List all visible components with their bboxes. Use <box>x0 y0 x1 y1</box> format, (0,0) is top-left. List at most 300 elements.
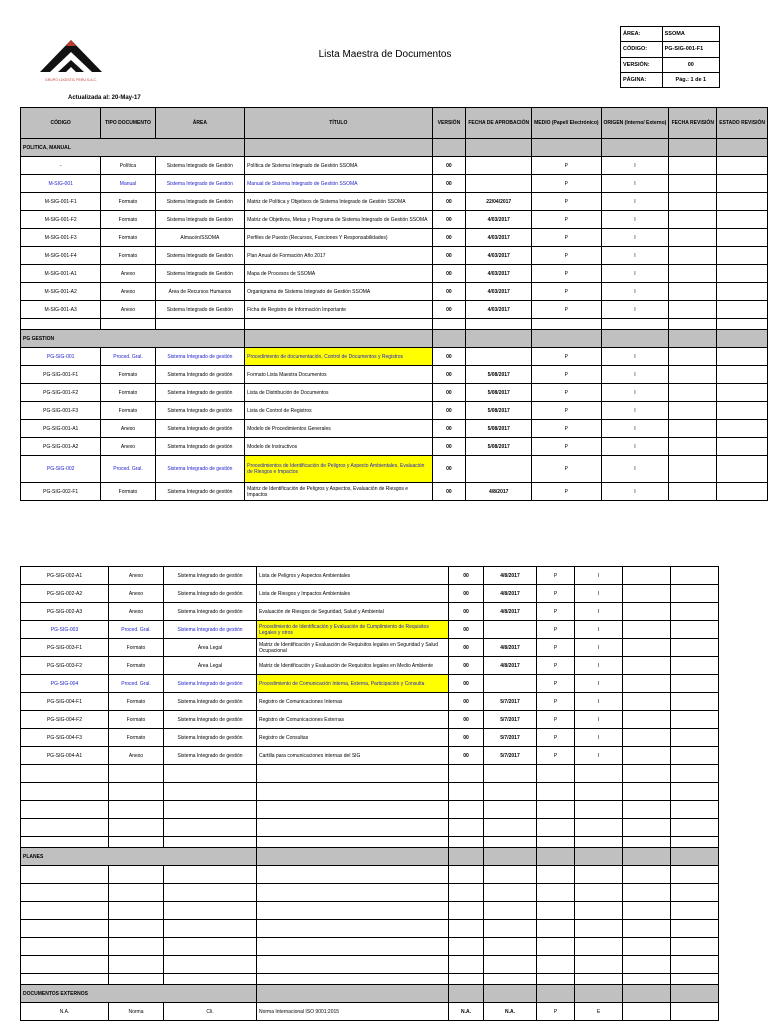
cell-doc-type: Proced. Gral. <box>109 621 164 639</box>
table-row <box>21 747 719 765</box>
cell-title <box>257 920 449 938</box>
cell-title: Matriz de Objetivos, Metas y Programa de Sistema Integrado de Gestión SSOMA <box>245 211 432 229</box>
table-row <box>21 438 768 456</box>
section-cell <box>669 330 717 348</box>
cell-review-date <box>623 729 671 747</box>
cell-origin: I <box>601 348 669 366</box>
cell-review-date <box>623 1003 671 1021</box>
cell-doc-type <box>109 938 164 956</box>
cell-doc-type: Política <box>101 157 155 175</box>
cell-area: Sistema Integrado de Gestión <box>155 301 244 319</box>
cell-approval-date: 5/08/2017 <box>466 438 532 456</box>
cell-version <box>432 319 466 330</box>
section-title: DOCUMENTOS EXTERNOS <box>21 985 257 1003</box>
cell-review-status <box>717 348 768 366</box>
cell-doc-type: Formato <box>109 657 164 675</box>
cell-doc-type: Anexo <box>109 585 164 603</box>
cell-version: 00 <box>432 175 466 193</box>
table-row <box>21 384 768 402</box>
table-row <box>21 483 768 501</box>
cell-review-date <box>669 384 717 402</box>
cell-approval-date <box>484 884 537 902</box>
cell-review-status <box>717 366 768 384</box>
logo-text: GRUPO LOGISTIC PERU S.A.C. <box>45 78 97 82</box>
cell-review-date <box>623 801 671 819</box>
cell-version: 00 <box>449 711 484 729</box>
cell-medium <box>532 319 601 330</box>
company-logo <box>36 36 106 84</box>
cell-origin <box>575 884 623 902</box>
cell-doc-type: Formato <box>101 402 155 420</box>
cell-area <box>164 902 257 920</box>
cell-doc-type: Proced. Gral. <box>101 348 155 366</box>
table-row <box>21 567 719 585</box>
cell-review-date <box>623 837 671 848</box>
cell-approval-date: 5/7/2017 <box>484 747 537 765</box>
cell-review-date <box>669 265 717 283</box>
cell-review-status <box>671 1003 719 1021</box>
blank-row <box>21 938 719 956</box>
cell-review-date <box>669 456 717 483</box>
cell-approval-date: 5/7/2017 <box>484 693 537 711</box>
section-cell <box>257 985 449 1003</box>
cell-origin <box>575 974 623 985</box>
cell-approval-date <box>484 956 537 974</box>
cell-origin: I <box>601 420 669 438</box>
cell-title <box>257 974 449 985</box>
cell-review-status <box>717 384 768 402</box>
cell-version: 00 <box>449 657 484 675</box>
cell-version <box>449 837 484 848</box>
cell-review-status <box>671 783 719 801</box>
cell-medium: P <box>532 229 601 247</box>
cell-version: 00 <box>449 747 484 765</box>
meta-value: Pág.: 1 de 1 <box>662 72 719 87</box>
cell-doc-type: Manual <box>101 175 155 193</box>
cell-code: M-SIG-001-A1 <box>21 265 101 283</box>
cell-doc-type <box>109 866 164 884</box>
column-header-doc-type: TIPO DOCUMENTO <box>101 108 155 139</box>
cell-origin: I <box>575 675 623 693</box>
section-cell <box>669 139 717 157</box>
cell-doc-type: Formato <box>109 711 164 729</box>
cell-area: Sistema Integrado de gestión <box>155 402 244 420</box>
cell-review-date <box>623 956 671 974</box>
cell-title: Formato Lista Maestra Documentos <box>245 366 432 384</box>
cell-approval-date: 4/8/2017 <box>484 603 537 621</box>
cell-code <box>21 902 109 920</box>
section-row <box>21 848 719 866</box>
cell-review-status <box>671 920 719 938</box>
cell-review-status <box>671 693 719 711</box>
cell-review-status <box>671 747 719 765</box>
cell-review-date <box>669 157 717 175</box>
section-cell <box>449 848 484 866</box>
cell-doc-type: Formato <box>109 639 164 657</box>
cell-medium <box>537 920 575 938</box>
cell-doc-type: Formato <box>101 193 155 211</box>
cell-review-status <box>717 301 768 319</box>
cell-doc-type <box>109 920 164 938</box>
meta-row <box>621 72 720 87</box>
cell-medium: P <box>532 420 601 438</box>
cell-title: Matriz de Política y Objetivos de Sistema Integrado de Gestión SSOMA <box>245 193 432 211</box>
cell-title <box>257 866 449 884</box>
cell-doc-type: Anexo <box>101 438 155 456</box>
cell-doc-type: Norma <box>109 1003 164 1021</box>
column-header-area: ÁREA <box>155 108 244 139</box>
cell-area <box>164 783 257 801</box>
cell-code <box>21 783 109 801</box>
cell-review-status <box>671 657 719 675</box>
cell-area: Sistema Integrado de Gestión <box>155 247 244 265</box>
cell-code <box>21 319 101 330</box>
cell-area: Sistema Integrado de gestión <box>164 621 257 639</box>
cell-code: PG-SIG-001-F1 <box>21 366 101 384</box>
cell-version <box>449 765 484 783</box>
cell-version: 00 <box>449 675 484 693</box>
cell-origin: I <box>601 366 669 384</box>
cell-code: N.A. <box>21 1003 109 1021</box>
cell-title: Matriz de Identificación y Evaluación de Requisitos legales en Medio Ambiente <box>257 657 449 675</box>
cell-medium: P <box>537 621 575 639</box>
cell-medium: P <box>532 384 601 402</box>
cell-area: Sistema Integrado de Gestión <box>155 265 244 283</box>
cell-code: M-SIG-001-A2 <box>21 283 101 301</box>
cell-version: 00 <box>432 301 466 319</box>
cell-review-date <box>669 348 717 366</box>
cell-origin: I <box>575 711 623 729</box>
cell-review-date <box>623 711 671 729</box>
document-list-table-1 <box>20 107 768 501</box>
cell-doc-type: Anexo <box>109 603 164 621</box>
cell-area <box>164 884 257 902</box>
cell-review-status <box>671 765 719 783</box>
cell-version: 00 <box>449 621 484 639</box>
cell-origin <box>575 938 623 956</box>
cell-title: Lista de Control de Registros <box>245 402 432 420</box>
cell-medium: P <box>537 1003 575 1021</box>
cell-medium: P <box>537 711 575 729</box>
cell-review-status <box>717 175 768 193</box>
cell-review-date <box>623 585 671 603</box>
section-row <box>21 330 768 348</box>
cell-area: Sistema Integrado de Gestión <box>155 211 244 229</box>
cell-review-date <box>669 438 717 456</box>
cell-version <box>449 783 484 801</box>
cell-medium: P <box>532 483 601 501</box>
cell-review-date <box>623 657 671 675</box>
blank-row <box>21 819 719 837</box>
cell-review-date <box>669 283 717 301</box>
cell-version: 00 <box>449 603 484 621</box>
meta-label: PÁGINA: <box>621 72 663 87</box>
cell-doc-type: Formato <box>101 247 155 265</box>
cell-approval-date <box>484 675 537 693</box>
cell-area: Sistema Integrado de Gestión <box>155 157 244 175</box>
cell-code: PG-SIG-001-F2 <box>21 384 101 402</box>
cell-approval-date <box>484 819 537 837</box>
cell-medium <box>537 837 575 848</box>
cell-version <box>449 920 484 938</box>
cell-medium <box>537 902 575 920</box>
cell-title: Mapa de Procesos de SSOMA <box>245 265 432 283</box>
cell-approval-date <box>466 175 532 193</box>
cell-origin: I <box>601 175 669 193</box>
cell-code: PG-SIG-001-A1 <box>21 420 101 438</box>
cell-review-date <box>669 175 717 193</box>
cell-medium <box>537 866 575 884</box>
cell-doc-type: Anexo <box>101 265 155 283</box>
blank-row <box>21 765 719 783</box>
cell-review-status <box>717 157 768 175</box>
cell-doc-type: Formato <box>109 693 164 711</box>
cell-code: PG-SIG-004-A1 <box>21 747 109 765</box>
table-row <box>21 247 768 265</box>
blank-row <box>21 974 719 985</box>
cell-area <box>155 319 244 330</box>
cell-code: PG-SIG-001-F3 <box>21 402 101 420</box>
cell-approval-date <box>466 319 532 330</box>
cell-code <box>21 837 109 848</box>
section-cell <box>575 848 623 866</box>
cell-medium: P <box>537 639 575 657</box>
cell-version: 00 <box>432 366 466 384</box>
cell-approval-date: 4/03/2017 <box>466 301 532 319</box>
cell-version <box>449 866 484 884</box>
cell-review-date <box>623 747 671 765</box>
cell-code: PG-SIG-004 <box>21 675 109 693</box>
cell-title <box>257 902 449 920</box>
cell-review-date <box>669 366 717 384</box>
cell-area: Sistema Integrado de gestión <box>164 603 257 621</box>
cell-title: Procedimientos de Identificación de Peligros y Aspecto Ambientales, Evaluación de Riesgos e Impactos <box>245 456 432 483</box>
cell-review-status <box>671 866 719 884</box>
cell-area: Cli. <box>164 1003 257 1021</box>
cell-doc-type <box>109 765 164 783</box>
column-header-approval-date: FECHA DE APROBACIÓN <box>466 108 532 139</box>
cell-approval-date: 4/03/2017 <box>466 247 532 265</box>
cell-origin: I <box>601 157 669 175</box>
meta-value: 00 <box>662 57 719 72</box>
table-row <box>21 175 768 193</box>
cell-review-date <box>669 229 717 247</box>
cell-approval-date <box>484 801 537 819</box>
cell-code: PG-SIG-001 <box>21 348 101 366</box>
section-cell <box>484 848 537 866</box>
updated-date: Actualizada al: 20-May-17 <box>68 95 141 101</box>
cell-title <box>257 884 449 902</box>
cell-review-status <box>717 483 768 501</box>
cell-area: Sistema Integrado de gestión <box>155 366 244 384</box>
cell-doc-type <box>109 956 164 974</box>
cell-area <box>164 938 257 956</box>
cell-review-status <box>671 938 719 956</box>
cell-review-status <box>717 402 768 420</box>
cell-title: Procedimiento de documentación, Control de Documentos y Registros <box>245 348 432 366</box>
cell-origin: I <box>575 657 623 675</box>
cell-code: M-SIG-001 <box>21 175 101 193</box>
cell-review-date <box>623 902 671 920</box>
cell-approval-date: 5/7/2017 <box>484 729 537 747</box>
column-header-version: VERSIÓN <box>432 108 466 139</box>
cell-title: Ficha de Registro de Información Importante <box>245 301 432 319</box>
cell-area: Sistema Integrado de gestión <box>164 693 257 711</box>
cell-approval-date: 5/7/2017 <box>484 711 537 729</box>
cell-version: 00 <box>432 438 466 456</box>
section-cell <box>601 139 669 157</box>
cell-code: PG-SIG-003-F1 <box>21 639 109 657</box>
cell-doc-type: Formato <box>101 483 155 501</box>
cell-origin: I <box>575 567 623 585</box>
cell-review-status <box>671 902 719 920</box>
section-cell <box>671 985 719 1003</box>
cell-title: Procedimiento de Comunicación Interna, Externa, Participación y Consulta <box>257 675 449 693</box>
cell-medium: P <box>532 456 601 483</box>
cell-doc-type: Formato <box>101 366 155 384</box>
section-cell <box>575 985 623 1003</box>
meta-row <box>621 57 720 72</box>
cell-review-date <box>669 402 717 420</box>
cell-code: PG-SIG-004-F1 <box>21 693 109 711</box>
cell-version: 00 <box>432 402 466 420</box>
section-cell <box>537 985 575 1003</box>
cell-origin: I <box>575 621 623 639</box>
cell-medium <box>537 956 575 974</box>
cell-review-status <box>671 884 719 902</box>
column-header-title: TÍTULO <box>245 108 432 139</box>
cell-origin <box>575 837 623 848</box>
cell-medium: P <box>532 402 601 420</box>
cell-origin: I <box>601 211 669 229</box>
cell-area: Sistema Integrado de gestión <box>164 729 257 747</box>
cell-area <box>164 837 257 848</box>
table-row <box>21 603 719 621</box>
cell-doc-type: Formato <box>101 229 155 247</box>
cell-area: Sistema Integrado de gestión <box>155 456 244 483</box>
cell-review-date <box>623 884 671 902</box>
cell-review-date <box>669 420 717 438</box>
cell-version: 00 <box>432 384 466 402</box>
cell-code <box>21 956 109 974</box>
cell-origin <box>575 902 623 920</box>
cell-area: Sistema Integrado de gestión <box>155 348 244 366</box>
cell-review-status <box>671 621 719 639</box>
cell-review-status <box>717 247 768 265</box>
cell-title: Registro de Comunicaciones Internas <box>257 693 449 711</box>
cell-area: Sistema Integrado de gestión <box>164 585 257 603</box>
cell-approval-date: 4/03/2017 <box>466 283 532 301</box>
table-header-row <box>21 108 768 139</box>
cell-review-status <box>717 438 768 456</box>
cell-medium <box>537 884 575 902</box>
table-row <box>21 211 768 229</box>
cell-doc-type <box>109 819 164 837</box>
cell-doc-type: Anexo <box>109 747 164 765</box>
cell-version: 00 <box>432 483 466 501</box>
meta-row <box>621 42 720 57</box>
column-header-code: CÓDIGO <box>21 108 101 139</box>
cell-origin <box>601 319 669 330</box>
cell-code: PG-SIG-002-F1 <box>21 483 101 501</box>
cell-approval-date <box>484 621 537 639</box>
cell-code: PG-SIG-002-A1 <box>21 567 109 585</box>
table-row <box>21 675 719 693</box>
cell-review-status <box>671 819 719 837</box>
cell-approval-date: 4/03/2017 <box>466 211 532 229</box>
cell-approval-date <box>484 866 537 884</box>
cell-code <box>21 801 109 819</box>
cell-review-date <box>623 819 671 837</box>
cell-medium: P <box>532 175 601 193</box>
cell-doc-type <box>109 801 164 819</box>
cell-medium: P <box>532 211 601 229</box>
column-header-origin: ORIGEN (Interno/ Externo) <box>601 108 669 139</box>
cell-review-status <box>717 456 768 483</box>
cell-code <box>21 938 109 956</box>
cell-version: 00 <box>449 729 484 747</box>
cell-title <box>257 837 449 848</box>
cell-title <box>257 956 449 974</box>
table-row <box>21 420 768 438</box>
cell-title: Matriz de Identificación y Evaluación de Requisitos legales en Seguridad y Salud Ocupacional <box>257 639 449 657</box>
cell-title: Matriz de Identificación de Peligros y Aspectos, Evaluación de Riesgos e Impactos <box>245 483 432 501</box>
cell-area: Almacén/SSOMA <box>155 229 244 247</box>
cell-code: PG-SIG-003 <box>21 621 109 639</box>
cell-code: M-SIG-001-F2 <box>21 211 101 229</box>
cell-review-status <box>717 211 768 229</box>
cell-title: Procedimiento de Identificación y Evaluación de Cumplimiento de Requisitos Legales y otros <box>257 621 449 639</box>
table-row <box>21 348 768 366</box>
cell-version: 00 <box>432 283 466 301</box>
cell-medium: P <box>532 157 601 175</box>
cell-review-status <box>671 675 719 693</box>
cell-medium: P <box>532 193 601 211</box>
cell-origin: I <box>601 384 669 402</box>
cell-area: Sistema Integrado de Gestión <box>155 175 244 193</box>
section-cell <box>466 330 532 348</box>
section-row <box>21 139 768 157</box>
section-cell <box>532 139 601 157</box>
cell-review-date <box>623 621 671 639</box>
cell-origin: I <box>575 639 623 657</box>
cell-version: 00 <box>449 639 484 657</box>
cell-version: 00 <box>432 348 466 366</box>
cell-doc-type <box>101 319 155 330</box>
cell-approval-date: 4/8/2017 <box>484 639 537 657</box>
cell-review-status <box>717 265 768 283</box>
cell-review-date <box>669 211 717 229</box>
cell-title: Lista de Peligros y Aspectos Ambientales <box>257 567 449 585</box>
cell-review-status <box>671 639 719 657</box>
cell-review-date <box>623 675 671 693</box>
cell-review-status <box>671 585 719 603</box>
meta-value: SSOMA <box>662 27 719 42</box>
cell-medium: P <box>537 603 575 621</box>
cell-title <box>257 765 449 783</box>
cell-version: 00 <box>432 247 466 265</box>
cell-approval-date <box>466 456 532 483</box>
cell-approval-date <box>466 157 532 175</box>
cell-origin <box>575 956 623 974</box>
cell-version: 00 <box>432 229 466 247</box>
cell-title: Lista de Riesgos y Impactos Ambientales <box>257 585 449 603</box>
cell-doc-type: Anexo <box>101 301 155 319</box>
cell-review-date <box>669 301 717 319</box>
cell-title: Política de Sistema Integrado de Gestión SSOMA <box>245 157 432 175</box>
cell-area: Sistema Integrado de gestión <box>155 384 244 402</box>
cell-review-date <box>623 567 671 585</box>
